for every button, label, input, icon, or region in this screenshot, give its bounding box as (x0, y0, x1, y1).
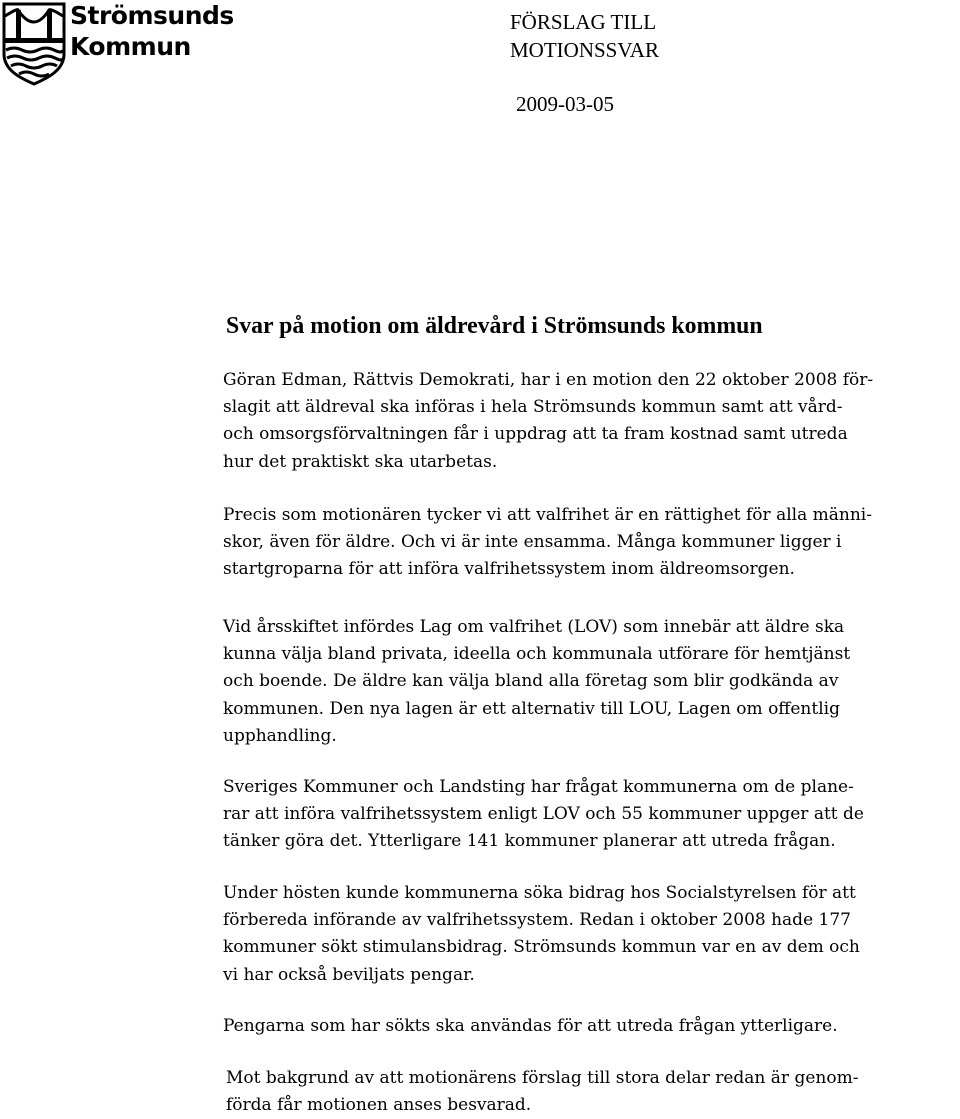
paragraph (223, 1013, 838, 1040)
document-type-line2: MOTIONSSVAR (510, 38, 659, 62)
text-line: Göran Edman, Rättvis Demokrati, har i en motion den 22 oktober 2008 för- (223, 370, 874, 390)
paragraph (223, 367, 873, 476)
text-line: Precis som motionären tycker vi att valfrihet är en rättighet för alla männi- (223, 505, 872, 525)
text-line: Sveriges Kommuner och Landsting har frågat kommunerna om de plane- (223, 777, 854, 797)
text-line: Mot bakgrund av att motionärens förslag till stora delar redan är genom- (226, 1068, 859, 1088)
text-line: och boende. De äldre kan välja bland alla företag som blir godkända av (223, 671, 839, 692)
paragraph (226, 1065, 858, 1119)
text-line: och omsorgsförvaltningen får i uppdrag att ta fram kostnad samt utreda (223, 424, 848, 445)
text-line: kunna välja bland privata, ideella och kommunala utförare för hemtjänst (223, 644, 851, 665)
text-line: Vid årsskiftet infördes Lag om valfrihet (LOV) som innebär att äldre ska (223, 617, 845, 637)
paragraph (223, 614, 850, 750)
text-line: förda får motionen anses besvarad. (226, 1095, 532, 1116)
document-type-label (510, 8, 659, 64)
text-line: förbereda införande av valfrihetssystem. Redan i oktober 2008 hade 177 (223, 910, 851, 931)
logo-text-line2: Kommun (70, 32, 191, 61)
text-line: slagit att äldreval ska införas i hela Strömsunds kommun samt att vård- (223, 397, 843, 418)
text-line: hur det praktiskt ska utarbetas. (223, 451, 498, 472)
text-line: Pengarna som har sökts ska användas för att utreda frågan ytterligare. (223, 1016, 838, 1036)
text-line: kommuner sökt stimulansbidrag. Strömsunds kommun var en av dem och (223, 937, 860, 958)
text-line: skor, även för äldre. Och vi är inte ensamma. Många kommuner ligger i (223, 532, 842, 553)
page-title: Svar på motion om äldrevård i Strömsunds kommun (226, 313, 763, 339)
logo-text-line1: Strömsunds (70, 1, 234, 30)
text-line: Under hösten kunde kommunerna söka bidrag hos Socialstyrelsen för att (223, 883, 856, 903)
document-type-line1: FÖRSLAG TILL (510, 10, 657, 34)
paragraph (223, 502, 872, 584)
document-date: 2009-03-05 (516, 92, 614, 116)
logo-wordmark (70, 0, 234, 62)
municipality-logo (0, 0, 234, 90)
text-line: rar att införa valfrihetssystem enligt LOV och 55 kommuner uppger att de (223, 804, 864, 825)
text-line: startgroparna för att införa valfrihetssystem inom äldreomsorgen. (223, 559, 795, 580)
text-line: kommunen. Den nya lagen är ett alternativ till LOU, Lagen om offentlig (223, 698, 840, 719)
text-line: upphandling. (223, 725, 337, 746)
paragraph (223, 880, 860, 989)
text-line: tänker göra det. Ytterligare 141 kommuner planerar att utreda frågan. (223, 831, 836, 852)
coat-of-arms-icon (2, 2, 66, 86)
text-line: vi har också beviljats pengar. (223, 964, 475, 985)
paragraph (223, 774, 864, 856)
